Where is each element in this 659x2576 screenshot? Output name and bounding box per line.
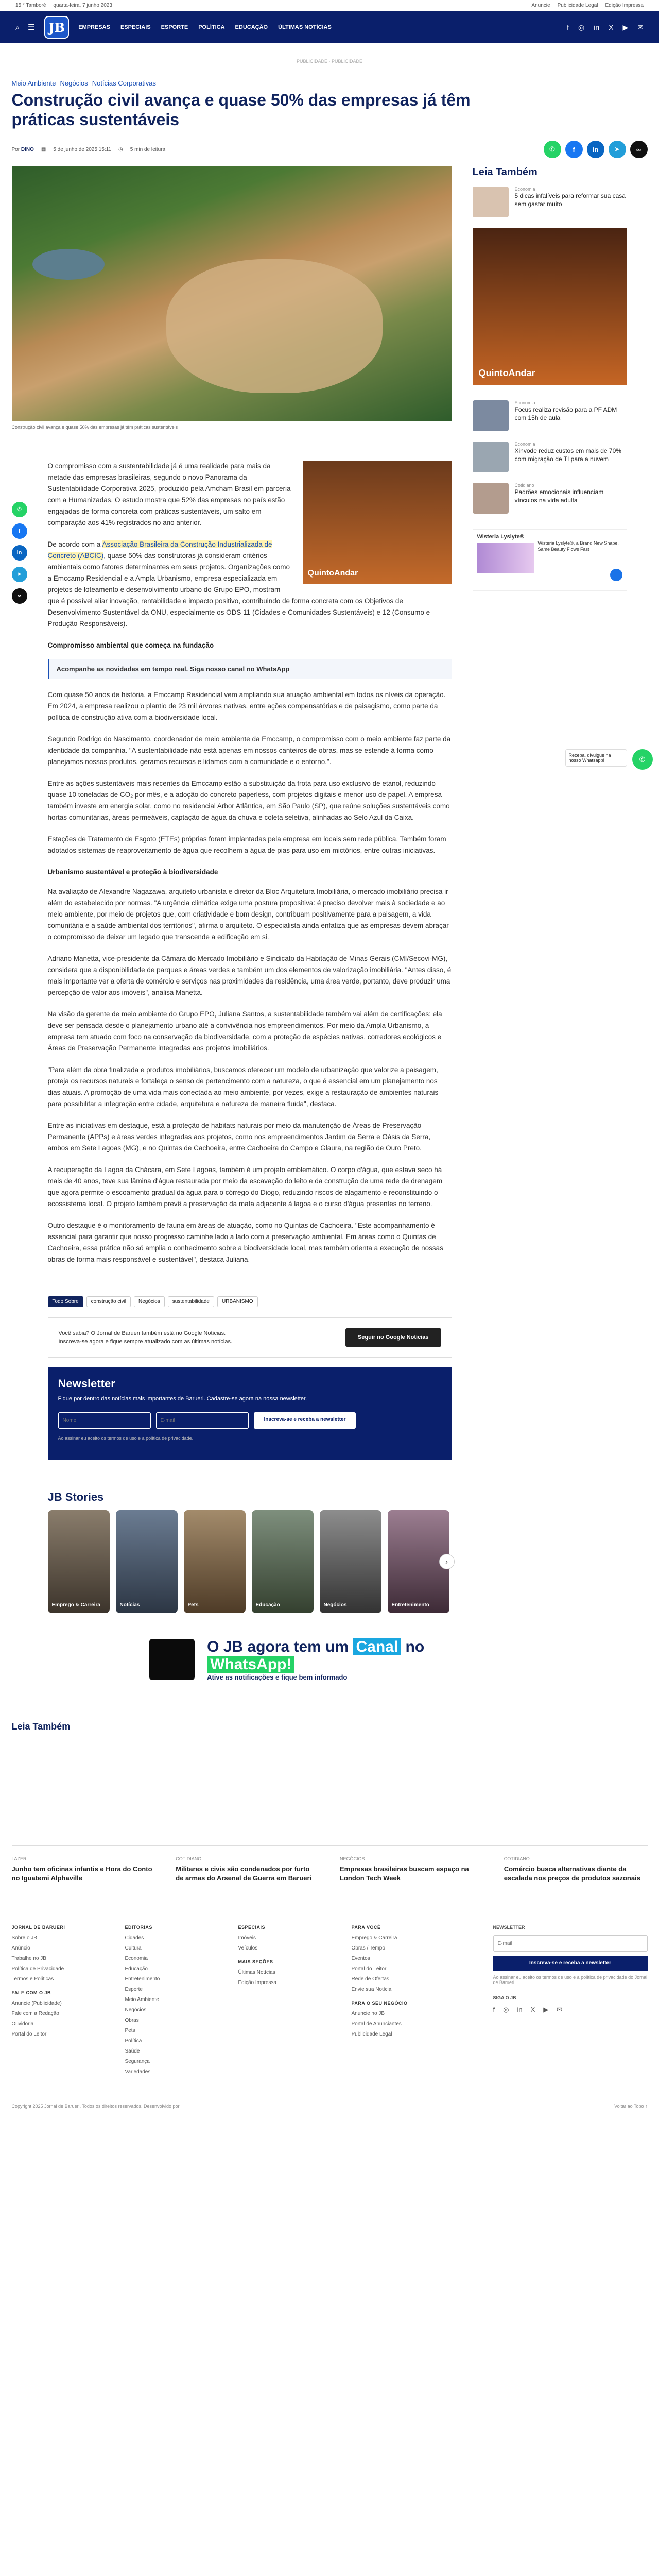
list-item[interactable]: Economia Xinvode reduz custos em mais de 70% com migração de TI para a nuvem xyxy=(473,442,627,472)
whatsapp-float-icon[interactable]: ✆ xyxy=(632,749,653,770)
story-card[interactable]: Educação xyxy=(252,1510,314,1613)
ad-arrow-icon[interactable] xyxy=(610,569,622,581)
hero-image xyxy=(12,166,452,421)
abcic-link[interactable]: Associação Brasileira da Construção Industrializada de Concreto (ABCIC) xyxy=(47,540,272,560)
footer-link[interactable]: Fale com a Redação xyxy=(11,2011,59,2016)
publish-date: 5 de junho de 2025 15:11 xyxy=(53,146,111,152)
paragraph: Na avaliação de Alexandre Nagazawa, arquiteto urbanista e diretor da Bloc Arquitetura Imobiliária, o mercado imobiliário precisa ir além do estabelecido por normas. "A urgência climática exige uma postura propositiva: é preciso devolver mais à sociedade e ao meio ambiente, por meio de projetos que, com criatividade e bom design, contribuam positivamente para a paisagem, a vida comunitária e a saúde ambiental dos territórios", afirma o arquiteto. O especialista ainda enfatiza que as empresas devem abraçar o compromisso de deixar um legado que transcende a edificação em si. xyxy=(47,888,449,941)
footer-link[interactable]: Pets xyxy=(125,2028,135,2033)
linkedin-share-icon[interactable]: in xyxy=(587,141,604,158)
paragraph: A recuperação da Lagoa da Chácara, em Sete Lagoas, também é um projeto emblemático. O corpo d'água, que estava seco há mais de 40 anos, teve sua lâmina d'água restaurada por meio da escavação do leito e da construção de uma rede de drenagem que agora permite o escoamento gradual da água para o córrego do Diogo, reduzindo riscos de alagamento e reconstituindo o ecossistema local. O projeto também prevê a preservação da mata adjacente à lagoa e o curso d'água presentes no terreno. xyxy=(47,1166,443,1208)
tag[interactable]: URBANISMO xyxy=(217,1296,258,1307)
carousel-next-icon[interactable]: › xyxy=(439,1554,455,1569)
read-time: 5 min de leitura xyxy=(130,146,166,152)
menu-icon[interactable]: ☰ xyxy=(27,23,36,32)
sidebar xyxy=(473,166,627,1613)
related-item[interactable]: COTIDIANO Comércio busca alternativas diante da escalada nos preços de produtos sazonais xyxy=(504,1856,640,1882)
x-icon[interactable]: X xyxy=(609,23,614,31)
footer-link[interactable]: Veículos xyxy=(238,1945,258,1951)
section-heading: Urbanismo sustentável e proteção à biodiversidade xyxy=(47,868,218,876)
link-share-icon[interactable]: ∞ xyxy=(630,141,648,158)
footer-link[interactable]: Últimas Notícias xyxy=(238,1970,275,1975)
facebook-share-icon[interactable]: f xyxy=(565,141,583,158)
footer-link[interactable]: Portal do Leitor xyxy=(351,1966,387,1972)
footer-link[interactable]: Termos e Políticas xyxy=(11,1976,54,1982)
footer-link[interactable]: Anuncie (Publicidade) xyxy=(11,2001,62,2006)
newsletter-title: Newsletter xyxy=(58,1377,115,1390)
share-bar xyxy=(544,141,648,158)
stories-title: JB Stories xyxy=(47,1490,104,1503)
section-title: Leia Também xyxy=(11,1721,71,1732)
footer-subscribe-button[interactable]: Inscreva-se e receba a newsletter xyxy=(493,1956,648,1971)
nav-empresas[interactable]: EMPRESAS xyxy=(78,24,110,30)
article-meta xyxy=(12,141,648,158)
list-item[interactable]: Economia Focus realiza revisão para a PF ADM com 15h de aula xyxy=(473,400,627,431)
copyright: Copyright 2025 Jornal de Barueri. Todos os direitos reservados. Desenvolvido por xyxy=(11,2104,180,2109)
nav-esporte[interactable]: ESPORTE xyxy=(161,24,188,30)
footer-link[interactable]: Sobre o JB xyxy=(11,1935,37,1941)
footer-col: ESPECIAIS Imóveis Veículos MAIS SEÇÕES Últimas Notícias Edição Impressa xyxy=(238,1925,331,2079)
footer-link[interactable]: Política xyxy=(125,2038,142,2044)
nav-especiais[interactable]: ESPECIAIS xyxy=(120,24,151,30)
google-news-button[interactable]: Seguir no Google Notícias xyxy=(345,1328,441,1347)
story-card[interactable]: Entretenimento xyxy=(388,1510,449,1613)
facebook-icon[interactable]: f xyxy=(567,23,569,31)
link-edicao-impressa[interactable]: Edição Impressa xyxy=(605,3,644,8)
youtube-icon[interactable]: ▶ xyxy=(543,2006,549,2013)
list-item[interactable]: Cotidiano Padrões emocionais influenciam vínculos na vida adulta xyxy=(473,483,627,514)
story-card[interactable]: Negócios xyxy=(320,1510,381,1613)
ad-brand: QuintoAndar xyxy=(478,368,535,378)
tag[interactable]: Negócios xyxy=(134,1296,165,1307)
ad-brand: QuintoAndar xyxy=(307,569,358,578)
footer-link[interactable]: Obras xyxy=(125,2018,139,2023)
whatsapp-tooltip: Receba, divulgue na nosso Whatsapp! xyxy=(565,749,627,767)
google-news-text: Você sabia? O Jornal de Barueri também está no Google Notícias. Inscreva-se agora e fique sempre atualizado com as últimas notícias. xyxy=(58,1330,232,1345)
paragraph: Na visão da gerente de meio ambiente do Grupo EPO, Juliana Santos, a sustentabilidade também vai além de certificações: ela deve ser pensada desde o planejamento urbano até a convivência nos empreendimentos. Por meio da Ampla Urbanismo, a empresa tem atuado com foco na conservação da biodiversidade, com a proteção de espécies nativas, corredores ecológicos e Áreas de Preservação Permanente integradas aos projetos imobiliários. xyxy=(47,1010,442,1052)
date: quarta-feira, 7 junho 2023 xyxy=(53,3,112,8)
footer-link[interactable]: Educação xyxy=(125,1966,148,1972)
paragraph: Adriano Manetta, vice-presidente da Câmara do Mercado Imobiliário e Sindicato da Habitação de Minas Gerais (CMI/Secovi-MG), considera que a disponibilidade de parques e áreas verdes e também um dos elementos de valorização imobiliária. "Antes disso, é mais importante ver a oferta de comércio e serviços nas proximidades da residência, uma área verde, portanto, deve produzir uma percepção de valor aos imóveis", analisa Manetta. xyxy=(47,955,452,996)
section-heading: Compromisso ambiental que começa na fundação xyxy=(47,641,214,649)
footer-link[interactable]: Edição Impressa xyxy=(238,1980,276,1986)
footer-link[interactable]: Anuncie no JB xyxy=(351,2011,385,2016)
inline-ad[interactable] xyxy=(303,461,452,584)
story-card[interactable]: Notícias xyxy=(116,1510,178,1613)
footer-link[interactable]: Portal de Anunciantes xyxy=(351,2021,402,2027)
author-prefix: Por xyxy=(11,146,20,152)
footer-link[interactable]: Negócios xyxy=(125,2007,147,2013)
footer-newsletter: NEWSLETTER E-mail Inscreva-se e receba a newsletter Ao assinar eu aceito os termos de uso e a política de privacidade do Jornal de Barueri. SIGA O JB f ◎ in X ▶ ✉ xyxy=(493,1925,648,2079)
nav-politica[interactable]: POLÍTICA xyxy=(198,24,225,30)
whatsapp-channel-link[interactable]: canal no WhatsApp xyxy=(227,665,290,673)
stories-carousel xyxy=(48,1510,452,1613)
paragraph: O compromisso com a sustentabilidade já é uma realidade para mais da metade das empresas brasileiras, segundo o novo Panorama da Sustentabilidade Corporativa 2025, produzido pela Amcham Brasil em parceria com a Humanizadas. O estudo mostra que 52% das empresas no país estão engajadas de forma concreta com práticas sustentáveis, um salto em comparação aos 41% registrados no ano anterior. xyxy=(47,462,291,527)
related-item[interactable]: NEGÓCIOS Empresas brasileiras buscam espaço na London Tech Week xyxy=(340,1856,469,1882)
image-caption: Construção civil avança e quase 50% das empresas já têm práticas sustentáveis xyxy=(11,425,178,430)
telegram-share-icon[interactable]: ➤ xyxy=(12,567,27,582)
tag: Todo Sobre xyxy=(48,1296,83,1307)
paragraph: De acordo com a Associação Brasileira da Construção Industrializada de Concreto (ABCIC), quase 50% das construtoras já consideram critérios ambientais como fatores determinantes em seus projetos. Organizações como a Emccamp Residencial e a Ampla Urbanismo, empresa especializada em projetos de loteamento e desenvolvimento urbano do Grupo EPO, mostram que é possível aliar inovação, rentabilidade e impacto positivo, contribuindo de forma concreta com os Objetivos de Desenvolvimento Sustentável da ONU, especialmente os ODS 11 (Cidades e Comunidades Sustentáveis) e 12 (Consumo e Produção Responsáveis). xyxy=(47,540,430,628)
telegram-share-icon[interactable]: ➤ xyxy=(609,141,626,158)
footer-link[interactable]: Política de Privacidade xyxy=(11,1966,64,1972)
top-bar xyxy=(0,0,659,11)
mail-icon[interactable]: ✉ xyxy=(557,2006,563,2013)
linkedin-share-icon[interactable]: in xyxy=(12,545,27,561)
ad-title: Wisteria Lyslyte® xyxy=(477,534,524,540)
whatsapp-callout: Acompanhe as novidades em tempo real. Siga nosso canal no WhatsApp xyxy=(48,659,452,679)
link-publicidade-legal[interactable]: Publicidade Legal xyxy=(557,3,598,8)
paragraph: Entre as iniciativas em destaque, está a proteção de habitats naturais por meio da manutenção de Áreas de Preservação Permanente (APPs) e áreas verdes integradas aos projetos, como nos empreendimentos Jardim da Serra e Oásis da Serra, ambos em Sete Lagoas (MG), e no Quintas de Cachoeira, entre Cachoeira do Campo e Glaura, na região de Ouro Preto. xyxy=(47,1122,431,1152)
sidebar-title: Leia Também xyxy=(472,166,537,178)
paragraph: Entre as ações sustentáveis mais recentes da Emccamp estão a substituição da frota para uso exclusivo de etanol, reduzindo quase 10 toneladas de CO₂ por mês, e a adoção do concreto paperless, com projetos digitais e menor uso de papel. A empresa também investe em energia solar, como no residencial Arbor Atlântica, em São Paulo (SP), que reúne soluções sustentáveis como hortas comunitárias, áreas permeáveis, captação de água da chuva e coleta seletiva, alinhadas ao Selo Azul da Caixa. xyxy=(47,779,450,821)
paragraph: Estações de Tratamento de Esgoto (ETEs) próprias foram implantadas pela empresa em locais sem rede pública. Também foram adotados sistemas de reaproveitamento de água que recolhem a água de pias para uso em mictórios, entre outras iniciativas. xyxy=(47,835,446,854)
ad-text: Wisteria Lyslyte®, a Brand New Shape, Same Beauty Flows Fast xyxy=(537,540,619,552)
footer-link[interactable]: Cidades xyxy=(125,1935,144,1941)
crumb-noticias-corporativas[interactable]: Notícias Corporativas xyxy=(92,79,156,87)
facebook-share-icon[interactable]: f xyxy=(12,523,27,539)
crumb-negocios[interactable]: Negócios xyxy=(60,79,88,87)
link-anuncie[interactable]: Anuncie xyxy=(531,3,550,8)
tag[interactable]: construção civil xyxy=(86,1296,131,1307)
main-header xyxy=(0,11,659,43)
breadcrumb xyxy=(12,79,648,87)
whatsapp-share-icon[interactable]: ✆ xyxy=(544,141,561,158)
footer xyxy=(12,1909,648,2079)
tag-list xyxy=(48,1296,452,1307)
mail-icon[interactable]: ✉ xyxy=(637,23,644,31)
related-item[interactable]: LAZER Junho tem oficinas infantis e Hora do Conto no Iguatemi Alphaville xyxy=(11,1856,152,1882)
paragraph: Segundo Rodrigo do Nascimento, coordenador de meio ambiente da Emccamp, o compromisso com o meio ambiente faz parte da identidade da companhia. "A sustentabilidade não está apenas em nossos canteiros de obras, mas se estende à forma como planejamos nossos produtos, geramos recursos e lidamos com a comunidade e o entorno.". xyxy=(47,735,451,766)
footer-link[interactable]: Eventos xyxy=(351,1956,370,1961)
footer-link[interactable]: Esporte xyxy=(125,1987,143,1992)
article-body xyxy=(12,166,452,1613)
name-input[interactable] xyxy=(58,1412,151,1429)
story-card[interactable]: Pets xyxy=(184,1510,246,1613)
google-news-box xyxy=(48,1317,452,1358)
whatsapp-banner[interactable]: O JB agora tem um Canal no WhatsApp! Ative as notificações e fique bem informado xyxy=(149,1639,510,1680)
x-icon[interactable]: X xyxy=(530,2006,535,2013)
footer-link[interactable]: Entretenimento xyxy=(125,1976,160,1982)
email-input[interactable] xyxy=(156,1412,249,1429)
vertical-share-bar xyxy=(12,502,27,604)
footer-link[interactable]: Ouvidoria xyxy=(11,2021,34,2027)
paragraph: "Para além da obra finalizada e produtos imobiliários, buscamos oferecer um modelo de urbanização que valorize a paisagem, proteja os recursos naturais e fortaleça o senso de pertencimento com a natureza, o que é essencial em um planejamento nos dias atuais. A promoção de uma vida mais conectada ao meio ambiente, por vezes, exige a restauração de ambientes naturais para possibilitar a integração entre cidade, arquitetura e natureza de maneira fluida", destaca. xyxy=(47,1066,439,1108)
instagram-icon[interactable]: ◎ xyxy=(503,2006,509,2013)
footer-link[interactable]: Envie sua Notícia xyxy=(351,1987,392,1992)
copyright-bar xyxy=(12,2095,648,2117)
footer-link[interactable]: Portal do Leitor xyxy=(11,2031,47,2037)
linkedin-icon[interactable]: in xyxy=(517,2006,523,2013)
footer-link[interactable]: Meio Ambiente xyxy=(125,1997,159,2003)
newsletter-box xyxy=(48,1367,452,1460)
clock-icon: ◷ xyxy=(118,146,123,152)
related-item[interactable]: COTIDIANO Militares e civis são condenados por furto de armas do Arsenal de Guerra em Barueri xyxy=(176,1856,312,1882)
weather: 15 ° Tamboré xyxy=(15,3,46,8)
instagram-icon[interactable]: ◎ xyxy=(578,23,585,31)
sidebar-ad[interactable] xyxy=(473,228,627,385)
back-to-top[interactable]: Voltar ao Topo ↑ xyxy=(614,2104,648,2109)
footer-col: PARA VOCÊ Emprego & Carreira Obras / Tempo Eventos Portal do Leitor Rede de Ofertas Envie sua Notícia PARA O SEU NEGÓCIO Anuncie no JB Portal de Anunciantes Publicidade Legal xyxy=(352,1925,444,2079)
nav-educacao[interactable]: EDUCAÇÃO xyxy=(235,24,268,30)
tag[interactable]: sustentabilidade xyxy=(168,1296,214,1307)
footer-link[interactable]: Economia xyxy=(125,1956,148,1961)
wisteria-ad[interactable] xyxy=(473,529,627,591)
nav-ultimas[interactable]: ÚLTIMAS NOTÍCIAS xyxy=(278,24,332,30)
footer-link[interactable]: Cultura xyxy=(125,1945,142,1951)
subscribe-button[interactable]: Inscreva-se e receba a newsletter xyxy=(254,1412,356,1429)
story-card[interactable]: Emprego & Carreira xyxy=(48,1510,110,1613)
footer-col: EDITORIAS Cidades Cultura Economia Educação Entretenimento Esporte Meio Ambiente Negócios Obras Pets Política Saúde Segurança Variedades xyxy=(125,1925,218,2079)
footer-link[interactable]: Trabalhe no JB xyxy=(11,1956,46,1961)
search-icon[interactable]: ⌕ xyxy=(15,23,20,31)
footer-link[interactable]: Variedades xyxy=(125,2069,151,2075)
crumb-meio-ambiente[interactable]: Meio Ambiente xyxy=(11,79,56,87)
link-share-icon[interactable]: ∞ xyxy=(12,588,27,604)
footer-link[interactable]: Obras / Tempo xyxy=(351,1945,385,1951)
footer-link[interactable]: Imóveis xyxy=(238,1935,256,1941)
footer-link[interactable]: Segurança xyxy=(125,2059,150,2064)
newsletter-desc: Fique por dentro das notícias mais importantes de Barueri. Cadastre-se agora na nossa newsletter. xyxy=(58,1396,307,1402)
linkedin-icon[interactable]: in xyxy=(594,23,600,31)
paragraph: Com quase 50 anos de história, a Emccamp Residencial vem ampliando sua atuação ambiental em todos os níveis da operação. Em 2024, a empresa realizou o plantio de 23 mil árvores nativas, entre ações compensatórias e de paisagismo, como parte da política de construção ativa com a biodiversidade local. xyxy=(47,691,446,721)
ad-label: PUBLICIDADE · PUBLICIDADE xyxy=(296,59,363,64)
footer-link[interactable]: Publicidade Legal xyxy=(351,2031,392,2037)
footer-link[interactable]: Emprego & Carreira xyxy=(351,1935,397,1941)
footer-terms: Ao assinar eu aceito os termos de uso e a política de privacidade do Jornal de Barueri. xyxy=(493,1975,648,1985)
main-nav xyxy=(78,24,332,30)
footer-email-input[interactable] xyxy=(493,1935,648,1952)
list-item[interactable]: Economia 5 dicas infalíveis para reformar sua casa sem gastar muito xyxy=(473,187,627,217)
author[interactable]: DINO xyxy=(21,146,34,152)
page-title: Construção civil avança e quase 50% das empresas já têm práticas sustentáveis xyxy=(11,91,471,129)
newsletter-terms: Ao assinar eu aceito os termos de uso e a política de privacidade. xyxy=(58,1436,194,1441)
paragraph: Outro destaque é o monitoramento de fauna em áreas de atuação, como no Quintas de Cachoeira. "Este acompanhamento é essencial para garantir que nosso progresso caminhe lado a lado com a preservação ambiental. Em áreas como o Quintas de Cachoeira, essa prática não só amplia o conhecimento sobre a biodiversidade local, mas também orienta a execução de nossas obras de forma mais responsável e sustentável", destaca Juliana. xyxy=(47,1222,443,1263)
calendar-icon: ▦ xyxy=(41,146,46,152)
whatsapp-share-icon[interactable]: ✆ xyxy=(12,502,27,517)
footer-col: JORNAL DE BARUERI Sobre o JB Anúncio Trabalhe no JB Política de Privacidade Termos e Políticas FALE COM O JB Anuncie (Publicidade) Fale com a Redação Ouvidoria Portal do Leitor xyxy=(12,1925,105,2079)
footer-link[interactable]: Rede de Ofertas xyxy=(351,1976,389,1982)
footer-link[interactable]: Saúde xyxy=(125,2048,140,2054)
footer-link[interactable]: Anúncio xyxy=(11,1945,30,1951)
facebook-icon[interactable]: f xyxy=(493,2006,495,2013)
youtube-icon[interactable]: ▶ xyxy=(622,23,629,31)
top-ad-slot xyxy=(0,43,659,79)
logo[interactable]: JB xyxy=(44,16,69,39)
related-articles xyxy=(12,1845,648,1883)
